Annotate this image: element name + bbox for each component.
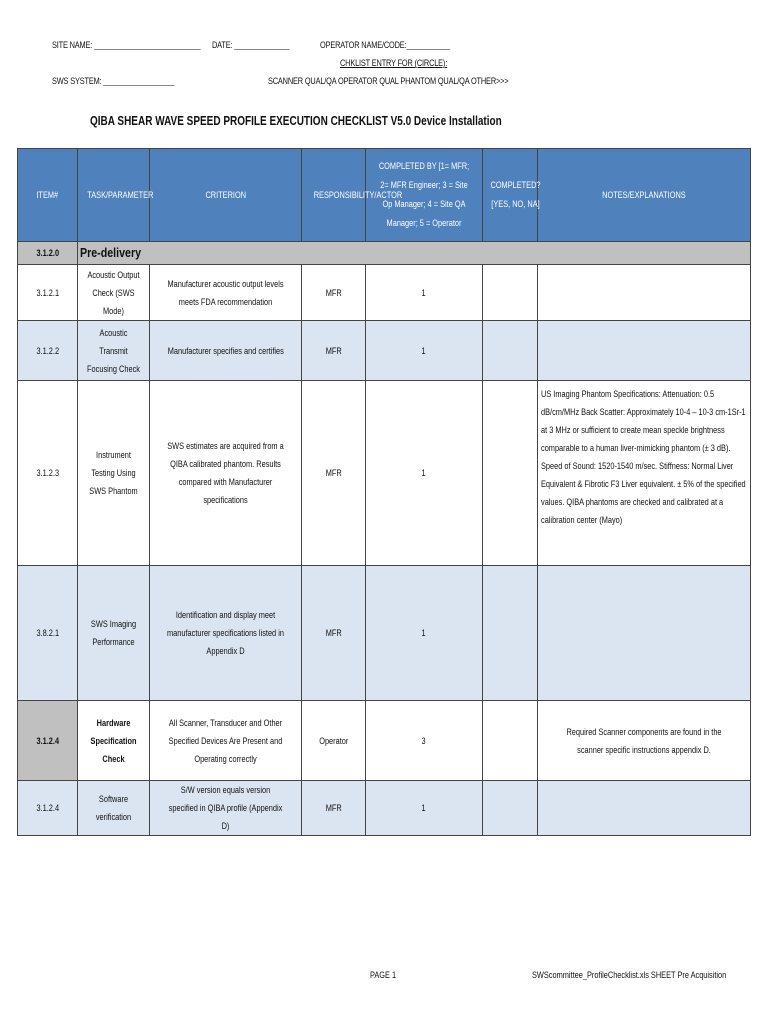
cell-criterion: Manufacturer specifies and certifies: [150, 321, 302, 381]
cell-notes[interactable]: Required Scanner components are found in the scanner specific instructions appendix D.: [538, 701, 751, 781]
table-row: [18, 781, 751, 836]
cell-notes[interactable]: [538, 265, 751, 321]
cell-criterion: SWS estimates are acquired from a QIBA calibrated phantom. Results compared with Manufacturer specifications: [150, 381, 302, 566]
cell-actor: MFR: [302, 381, 366, 566]
cell-completed[interactable]: [483, 701, 538, 781]
table-row: [18, 381, 751, 566]
cell-completed-by: 1: [366, 566, 483, 701]
cell-task: Acoustic Transmit Focusing Check: [78, 321, 150, 381]
table-row: [18, 321, 751, 381]
cell-item: 3.1.2.4: [18, 781, 78, 836]
cell-task: Software verification: [78, 781, 150, 836]
cell-actor: Operator: [302, 701, 366, 781]
cell-actor: MFR: [302, 321, 366, 381]
cell-criterion: Manufacturer acoustic output levels meets FDA recommendation: [150, 265, 302, 321]
cell-task: Acoustic Output Check (SWS Mode): [78, 265, 150, 321]
header-criterion: CRITERION: [150, 149, 302, 242]
table-row: [18, 265, 751, 321]
section-item: 3.1.2.0: [18, 242, 78, 265]
table-row: [18, 701, 751, 781]
cell-completed[interactable]: [483, 265, 538, 321]
cell-actor: MFR: [302, 566, 366, 701]
cell-notes[interactable]: US Imaging Phantom Specifications: Attenuation: 0.5 dB/cm/MHz Back Scatter: Approximately 10-4 – 10-3 cm-1Sr-1 at 3 MHz or sufficient to create mean speckle brightness comparable to a human liver-mimicking phantom (± 3 dB). Speed of Sound: 1520-1540 m/sec. Stiffness: Normal Liver Equivalent & Fibrotic F3 Liver equivalent. ± 5% of the specified values. QIBA phantoms are checked and calibrated at a calibration center (Mayo): [538, 381, 751, 566]
cell-item: 3.8.2.1: [18, 566, 78, 701]
header-completed: COMPLETED? [YES, NO, NA]: [483, 149, 538, 242]
entry-options[interactable]: SCANNER QUAL/QA OPERATOR QUAL PHANTOM QUAL/QA OTHER>>>: [268, 76, 509, 86]
cell-task: SWS Imaging Performance: [78, 566, 150, 701]
cell-actor: MFR: [302, 781, 366, 836]
cell-task: Hardware Specification Check: [78, 701, 150, 781]
header-notes: NOTES/EXPLANATIONS: [538, 149, 751, 242]
header-completed-by: COMPLETED BY [1= MFR; 2= MFR Engineer; 3 = Site Op Manager; 4 = Site QA Manager; 5 = Operator: [366, 149, 483, 242]
cell-item: 3.1.2.1: [18, 265, 78, 321]
section-row: [18, 242, 751, 265]
cell-actor: MFR: [302, 265, 366, 321]
operator-field[interactable]: OPERATOR NAME/CODE:___________: [320, 40, 450, 50]
checklist-entry-label: CHKLIST ENTRY FOR (CIRCLE):: [340, 58, 448, 68]
table-header-row: [18, 149, 751, 242]
header-responsibility: RESPONSIBILITY/ACTOR: [302, 149, 366, 242]
cell-completed-by: 1: [366, 321, 483, 381]
cell-completed[interactable]: [483, 781, 538, 836]
sws-system-field[interactable]: SWS SYSTEM: __________________: [52, 76, 175, 86]
page-number: PAGE 1: [370, 970, 397, 980]
cell-item: 3.1.2.3: [18, 381, 78, 566]
checklist-table: [17, 148, 751, 836]
file-reference: SWScommittee_ProfileChecklist.xls SHEET Pre Acquisition: [532, 970, 727, 980]
cell-completed[interactable]: [483, 566, 538, 701]
section-label: Pre-delivery: [78, 242, 751, 265]
cell-completed[interactable]: [483, 381, 538, 566]
cell-criterion: All Scanner, Transducer and Other Specified Devices Are Present and Operating correctly: [150, 701, 302, 781]
cell-criterion: Identification and display meet manufacturer specifications listed in Appendix D: [150, 566, 302, 701]
cell-item: 3.1.2.2: [18, 321, 78, 381]
cell-criterion: S/W version equals version specified in QIBA profile (Appendix D): [150, 781, 302, 836]
cell-notes[interactable]: [538, 321, 751, 381]
site-name-field[interactable]: SITE NAME: ___________________________: [52, 40, 201, 50]
cell-completed-by: 3: [366, 701, 483, 781]
date-field[interactable]: DATE: ______________: [212, 40, 290, 50]
page-title: QIBA SHEAR WAVE SPEED PROFILE EXECUTION CHECKLIST V5.0 Device Installation: [90, 114, 502, 128]
cell-notes[interactable]: [538, 781, 751, 836]
header-item: ITEM#: [18, 149, 78, 242]
table-row: [18, 566, 751, 701]
cell-completed-by: 1: [366, 781, 483, 836]
cell-completed-by: 1: [366, 265, 483, 321]
cell-item: 3.1.2.4: [18, 701, 78, 781]
header-task: TASK/PARAMETER: [78, 149, 150, 242]
cell-task: Instrument Testing Using SWS Phantom: [78, 381, 150, 566]
cell-completed-by: 1: [366, 381, 483, 566]
cell-completed[interactable]: [483, 321, 538, 381]
cell-notes[interactable]: [538, 566, 751, 701]
